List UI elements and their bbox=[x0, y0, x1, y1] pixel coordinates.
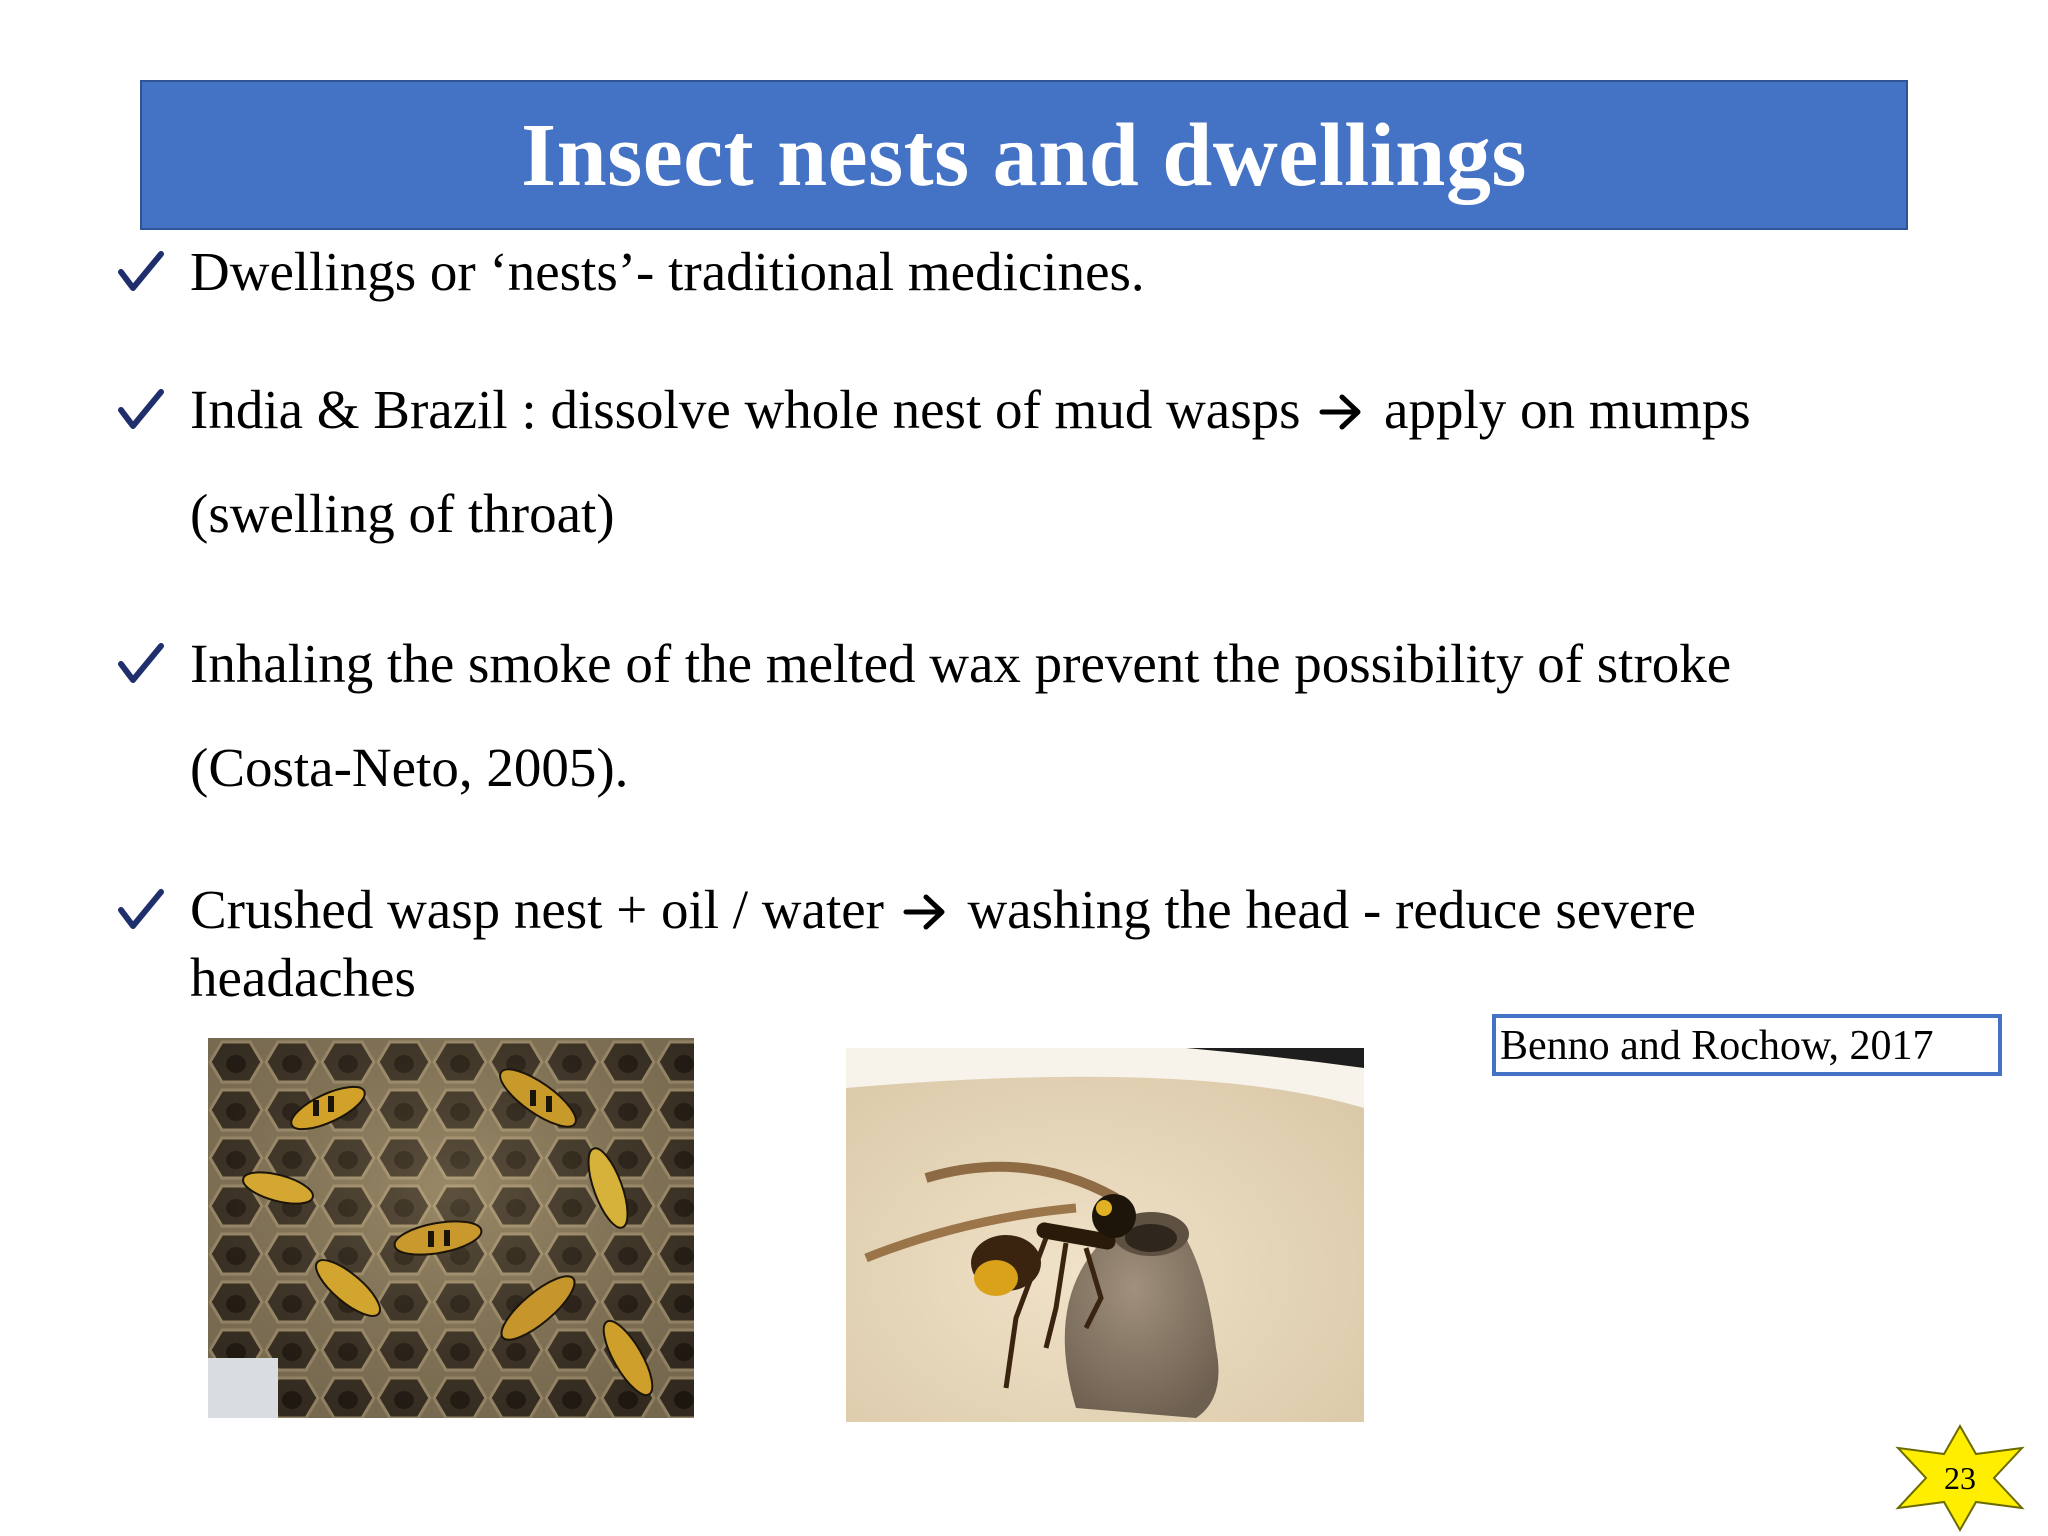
right-arrow-icon bbox=[1318, 392, 1366, 432]
bullet-4-text-after-arrow: washing the head - reduce severe bbox=[967, 879, 1696, 940]
paper-wasp-nest-photo bbox=[208, 1038, 694, 1418]
bullet-1-text: Dwellings or ‘nests’- traditional medicines. bbox=[190, 241, 1145, 302]
bullet-3-line-1: Inhaling the smoke of the melted wax prevent the possibility of stroke bbox=[190, 633, 1732, 694]
bullet-4-line-2: headaches bbox=[190, 947, 416, 1008]
checkmark-icon bbox=[118, 640, 164, 686]
potter-wasp-photo bbox=[846, 1048, 1364, 1422]
wasp-comb-image bbox=[208, 1038, 694, 1418]
bullet-2-text-before-arrow: India & Brazil : dissolve whole nest of mud wasps bbox=[190, 379, 1301, 440]
bullet-2-text-after-arrow: apply on mumps bbox=[1384, 379, 1751, 440]
mud-wasp-image bbox=[846, 1048, 1364, 1422]
slide-title: Insect nests and dwellings bbox=[521, 105, 1527, 205]
page-number: 23 bbox=[1944, 1460, 1976, 1496]
bullet-3-line-2: (Costa-Neto, 2005). bbox=[190, 737, 629, 798]
checkmark-icon bbox=[118, 386, 164, 432]
right-arrow-icon bbox=[902, 892, 950, 932]
checkmark-icon bbox=[118, 886, 164, 932]
bullet-2-line-1 bbox=[190, 360, 1751, 460]
bullet-4-text-before-arrow: Crushed wasp nest + oil / water bbox=[190, 879, 884, 940]
title-banner bbox=[140, 80, 1908, 230]
citation-text: Benno and Rochow, 2017 bbox=[1500, 1023, 1934, 1069]
bullet-4-line-1 bbox=[190, 876, 1696, 944]
bullet-2-line-2: (swelling of throat) bbox=[190, 483, 615, 544]
checkmark-icon bbox=[118, 248, 164, 294]
citation-box bbox=[1492, 1014, 2002, 1076]
